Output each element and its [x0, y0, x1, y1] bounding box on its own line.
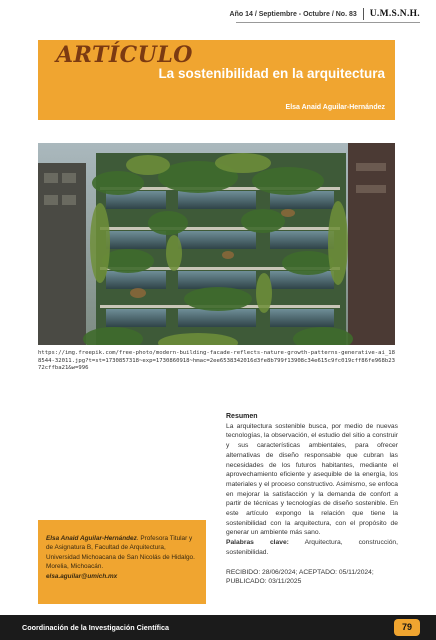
keywords-value: Arquitectura, construcción, sostenibilidad. — [226, 539, 398, 556]
page-number: 79 — [394, 619, 420, 636]
affiliation-text — [46, 534, 200, 581]
running-header — [230, 8, 420, 20]
date-received: RECIBIDO: 28/06/2024; — [226, 568, 298, 576]
article-banner — [38, 40, 395, 120]
page-footer — [0, 615, 436, 640]
issue-info: Año 14 / Septiembre - Octubre / No. 83 — [229, 10, 357, 18]
date-accepted: ACEPTADO: 05/11/2024; — [298, 568, 374, 576]
author-affiliation-box — [38, 520, 206, 604]
date-published: PUBLICADO: 03/11/2025 — [226, 578, 302, 586]
keywords-label: Palabras clave: — [226, 539, 289, 547]
journal-org: U.M.S.N.H. — [369, 9, 420, 19]
abstract-section — [226, 412, 398, 587]
affiliation-name: Elsa Anaid Aguilar-Hernández — [46, 535, 137, 542]
header-divider — [363, 8, 364, 20]
article-title: La sostenibilidad en la arquitectura — [158, 66, 385, 81]
affiliation-details: . Profesora Titular y de Asignatura B, Facultad de Arquitectura, Universidad Michoacana de San Nicolás de Hidalgo. Morelia, Michoacán. — [46, 535, 195, 571]
abstract-heading: Resumen — [226, 413, 258, 420]
article-kicker: ARTÍCULO — [56, 42, 193, 68]
header-rule — [236, 22, 420, 23]
image-credit: https://img.freepik.com/free-photo/modern-building-facade-reflects-nature-growth-patterns-generative-ai_188544-32011.jpg?t=st=1730857318~exp=1730860918~hmac=2ee6538342016d3fe8b799f13908c34e615c9fc019cff86fe968b2372cffba21&w=996 — [38, 350, 395, 371]
author-email: elsa.aguilar@umich.mx — [46, 572, 118, 580]
keywords-line — [226, 538, 398, 557]
article-dates — [226, 568, 398, 587]
building-vertical-garden-photo — [38, 143, 395, 345]
article-author: Elsa Anaid Aguilar-Hernández — [285, 104, 385, 111]
footer-text: Coordinación de la Investigación Científica — [22, 623, 169, 632]
abstract-body: La arquitectura sostenible busca, por medio de nuevas tecnologías, la observación, el estudio del sitio a construir y sus características ambientales, para ofrecer alternativas de diseño responsable que cubran las necesidades de los futuros habitantes, mediante el aprovechamiento eficiente y asequible de la energía, los materiales y el proceso constructivo. Asimismo, se enfoca en mejorar la satisfacción y la demanda de confort a partir de técnicas y tecnologías de diseño sostenible. En este artículo expongo la relación que tiene la sostenibilidad con la arquitectura, con el propósito de generar un ambiente más sano. — [226, 422, 398, 537]
